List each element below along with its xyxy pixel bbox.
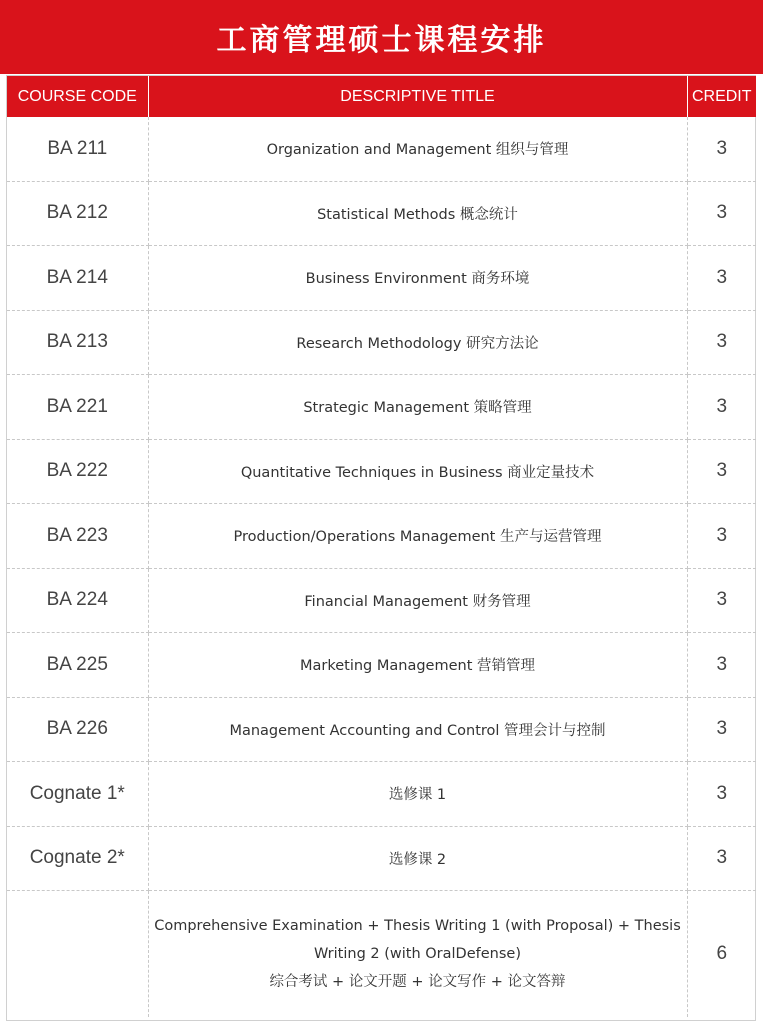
table-row [7,310,756,375]
course-title-cell: 选修课 2 [148,826,687,891]
course-code-cell: BA 212 [7,181,148,246]
final-title-line-3: 综合考试 + 论文开题 + 论文写作 + 论文答辩 [269,974,566,990]
course-code-cell [7,891,148,1018]
course-code-cell: BA 224 [7,568,148,633]
course-title-cell: Business Environment 商务环境 [148,246,687,311]
course-title-cell: Research Methodology 研究方法论 [148,310,687,375]
course-code-cell: BA 226 [7,697,148,762]
course-code-cell: BA 211 [7,117,148,181]
final-title-line-1: Comprehensive Examination + Thesis Writing 1 (with Proposal) + Thesis [154,918,681,934]
course-credit-cell: 3 [687,697,756,762]
table-row [7,633,756,698]
header-course-code: COURSE CODE [7,76,148,117]
course-title-cell: Quantitative Techniques in Business 商业定量技术 [148,439,687,504]
course-credit-cell: 3 [687,826,756,891]
course-title-cell: Production/Operations Management 生产与运营管理 [148,504,687,569]
table-row [7,504,756,569]
table-row [7,762,756,827]
course-title-cell: Organization and Management 组织与管理 [148,117,687,181]
table-row [7,826,756,891]
course-credit-cell: 3 [687,633,756,698]
course-credit-cell: 3 [687,375,756,440]
course-credit-cell: 3 [687,181,756,246]
course-title-cell: Strategic Management 策略管理 [148,375,687,440]
course-table-frame [6,75,756,1021]
page-banner [0,0,763,74]
course-credit-cell: 3 [687,117,756,181]
table-row [7,246,756,311]
page-title: 工商管理硕士课程安排 [216,23,547,58]
table-row [7,375,756,440]
course-code-cell: Cognate 2* [7,826,148,891]
course-title-cell: Management Accounting and Control 管理会计与控制 [148,697,687,762]
course-table [7,76,756,1017]
course-credit-cell: 3 [687,568,756,633]
table-row [7,117,756,181]
course-credit-cell: 6 [716,943,728,964]
course-code-cell: BA 222 [7,439,148,504]
table-row-final [7,891,756,1018]
header-credit: CREDIT [687,76,756,117]
header-descriptive-title: DESCRIPTIVE TITLE [148,76,687,117]
course-code-cell: BA 221 [7,375,148,440]
table-header-row [7,76,756,117]
course-title-cell: Statistical Methods 概念统计 [148,181,687,246]
course-code-cell: BA 223 [7,504,148,569]
course-credit-cell: 3 [687,310,756,375]
course-title-cell: Marketing Management 营销管理 [148,633,687,698]
table-row [7,439,756,504]
final-title-line-2: Writing 2 (with OralDefense) [314,946,521,962]
course-title-cell [148,891,687,1018]
table-row [7,697,756,762]
course-credit-cell: 3 [687,504,756,569]
course-credit-cell: 3 [687,246,756,311]
course-code-cell: Cognate 1* [7,762,148,827]
course-code-cell: BA 225 [7,633,148,698]
course-credit-cell: 3 [687,762,756,827]
course-code-cell: BA 214 [7,246,148,311]
table-row [7,181,756,246]
table-row [7,568,756,633]
course-credit-cell: 3 [687,439,756,504]
course-title-cell: 选修课 1 [148,762,687,827]
course-title-cell: Financial Management 财务管理 [148,568,687,633]
course-code-cell: BA 213 [7,310,148,375]
